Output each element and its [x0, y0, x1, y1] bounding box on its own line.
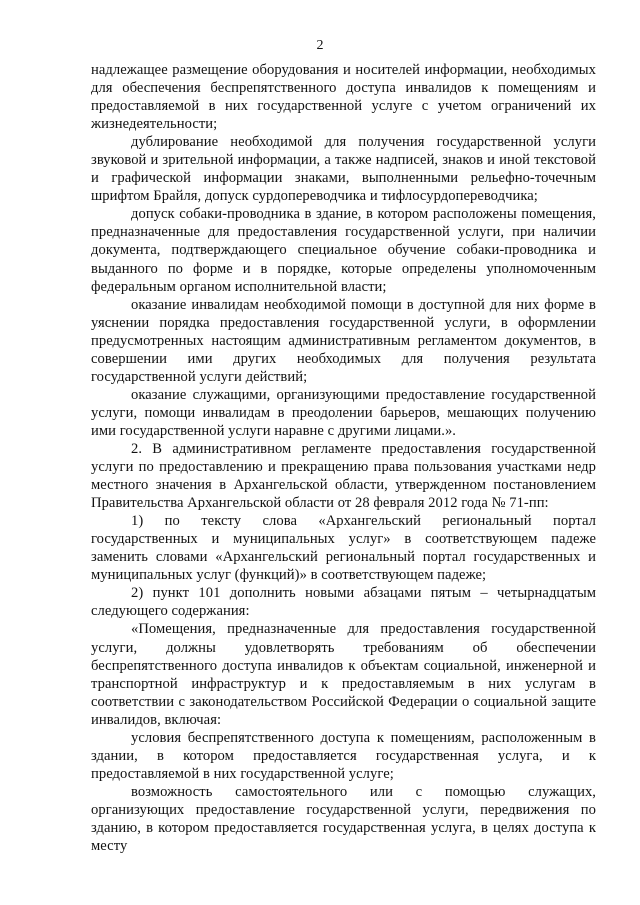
paragraph: «Помещения, предназначенные для предоставления государственной услуги, должны удовлетворять требованиям об обеспечении беспрепятственного доступа инвалидов к объектам социальной, инженерной и транспортной инфраструктур и к предоставляемым в них услугам в соответствии с законодательством Российской Федерации о социальной защите инвалидов, включая: — [91, 621, 596, 728]
paragraph: 2) пункт 101 дополнить новыми абзацами пятым – четырнадцатым следующего содержания: — [91, 585, 596, 620]
paragraph: условия беспрепятственного доступа к помещениям, расположенным в здании, в котором предоставляется государственная услуга, и к предоставляемой в них государственной услуге; — [91, 729, 596, 782]
paragraph: оказание инвалидам необходимой помощи в доступной для них форме в уяснении порядка предоставления государственной услуги, в оформлении предусмотренных настоящим административным регламентом документов, в совершении ими других необходимых для получения результата государственной услуги действий; — [91, 296, 596, 385]
paragraph: оказание служащими, организующими предоставление государственной услуги, помощи инвалидам в преодолении барьеров, мешающих получению ими государственной услуги наравне с другими лицами.». — [91, 386, 596, 439]
paragraph: надлежащее размещение оборудования и носителей информации, необходимых для обеспечения беспрепятственного доступа инвалидов к помещениям и предоставляемой в них государственной услуге с учетом ограничений их жизнедеятельности; — [91, 62, 596, 133]
paragraph: 2. В административном регламенте предоставления государственной услуги по предоставлению и прекращению права пользования участками недр местного значения в Архангельской области, утвержденном постановлением Правительства Архангельской области от 28 февраля 2012 года № 71-пп: — [91, 440, 596, 512]
paragraph: дублирование необходимой для получения государственной услуги звуковой и зрительной информации, а также надписей, знаков и иной текстовой и графической информации знаками, выполненными рельефно-точечным шрифтом Брайля, допуск сурдопереводчика и тифлосурдопереводчика; — [91, 134, 596, 205]
document-body — [91, 61, 596, 855]
page-number: 2 — [316, 38, 324, 53]
paragraph: допуск собаки-проводника в здание, в котором расположены помещения, предназначенные для предоставления государственной услуги, при наличии документа, подтверждающего специальное обучение собаки-проводника и выданного по форме и в порядке, которые определены уполномоченным федеральным органом исполнительной власти; — [91, 206, 596, 295]
paragraph: возможность самостоятельного или с помощью служащих, организующих предоставление государственной услуги, передвижения по зданию, в котором предоставляется государственная услуга, в целях доступа к месту — [91, 783, 596, 855]
paragraph: 1) по тексту слова «Архангельский региональный портал государственных и муниципальных услуг» в соответствующем падеже заменить словами «Архангельский региональный портал государственных и муниципальных услуг (функций)» в соответствующем падеже; — [91, 513, 596, 584]
